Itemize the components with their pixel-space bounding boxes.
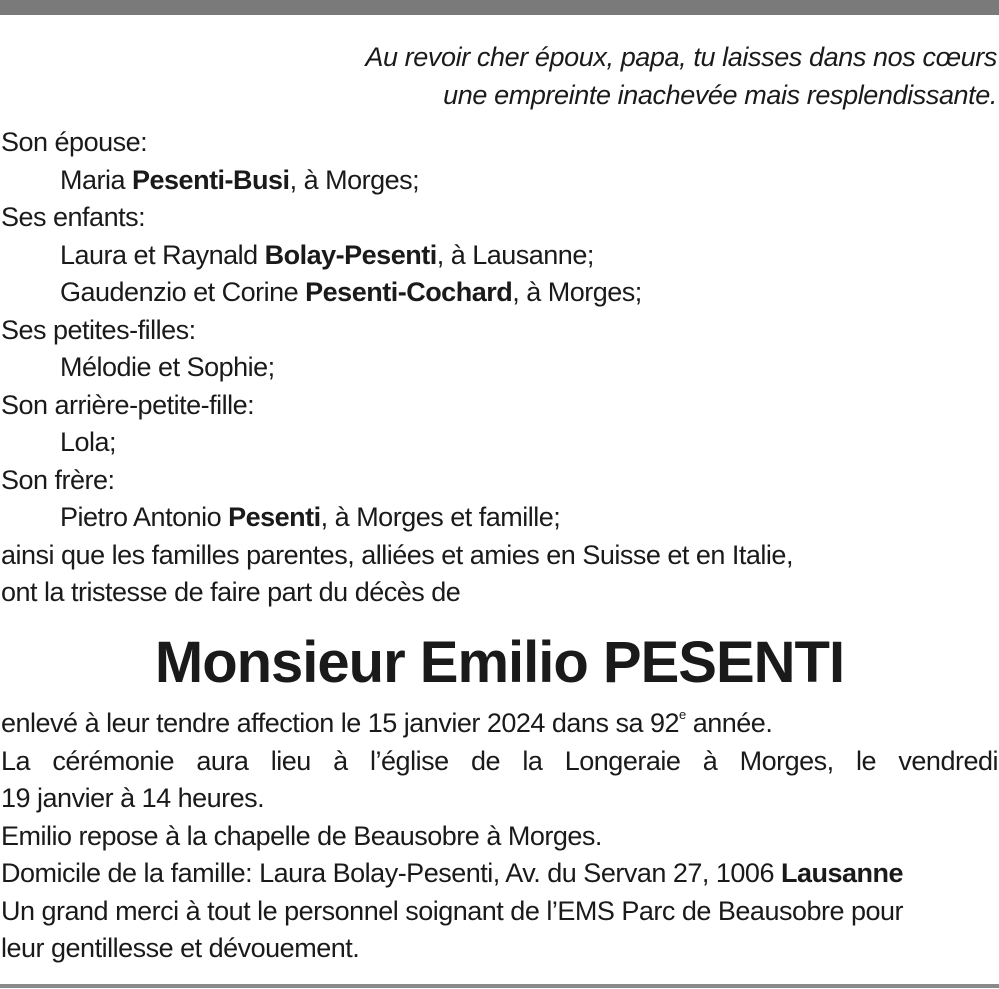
passing-year-word: année. (685, 708, 773, 738)
spouse-surname: Pesenti-Busi (132, 164, 290, 195)
domicile-city: Lausanne (780, 858, 904, 888)
child-place: , à Lausanne; (436, 239, 594, 270)
brother-first: Pietro Antonio (60, 502, 229, 532)
deceased-name: Monsieur Emilio PESENTI (154, 630, 845, 695)
passing-text: enlevé à leur tendre affection le 15 janvier 2024 dans sa 92 (1, 708, 679, 738)
brother-surname: Pesenti (228, 502, 321, 532)
brother-entry (1, 499, 998, 537)
details-block (1, 705, 998, 968)
epitaph-quote (365, 38, 997, 114)
child-entry (1, 274, 998, 312)
child-surname: Pesenti-Cochard (305, 277, 513, 307)
brother-place: , à Morges et famille; (320, 502, 561, 532)
quote-line-1: Au revoir cher époux, papa, tu laisses dans nos cœurs (365, 42, 997, 72)
child-surname: Bolay-Pesenti (264, 239, 437, 270)
child-entry (1, 237, 998, 275)
announcement-line: ont la tristesse de faire part du décès de (1, 577, 461, 607)
quote-line-2: une empreinte inachevée mais resplendissante. (443, 80, 997, 110)
spouse-heading: Son épouse: (1, 127, 148, 157)
granddaughters-heading: Ses petites-filles: (1, 314, 196, 345)
thanks-line-2: leur gentillesse et dévouement. (1, 933, 360, 963)
greatgranddaughter-heading: Son arrière-petite-fille: (1, 389, 255, 420)
family-list (1, 124, 998, 612)
children-heading: Ses enfants: (1, 202, 146, 232)
domicile-address: Domicile de la famille: Laura Bolay-Pesenti, Av. du Servan 27, 1006 (1, 858, 781, 888)
passing-line (1, 705, 998, 743)
child-first: Laura et Raynald (60, 239, 265, 270)
spouse-place: , à Morges; (289, 164, 420, 195)
spouse-entry (1, 162, 998, 200)
child-first: Gaudenzio et Corine (60, 277, 306, 307)
greatgranddaughter-entry: Lola; (60, 427, 117, 457)
domicile-line (1, 855, 998, 893)
ceremony-line-1: La cérémonie aura lieu à l’église de la Longeraie à Morges, le vendredi (1, 745, 998, 776)
granddaughters-entry: Mélodie et Sophie; (60, 352, 275, 382)
thanks-line-1: Un grand merci à tout le personnel soignant de l’EMS Parc de Beausobre pour (1, 895, 904, 926)
resting-line: Emilio repose à la chapelle de Beausobre à Morges. (1, 820, 602, 851)
brother-heading: Son frère: (1, 464, 115, 495)
child-place: , à Morges; (512, 277, 642, 307)
ceremony-line-2: 19 janvier à 14 heures. (1, 783, 265, 813)
ordinal-suffix: e (679, 707, 686, 722)
top-rule (0, 0, 999, 15)
spouse-first: Maria (60, 164, 133, 195)
relatives-line: ainsi que les familles parentes, alliées et amies en Suisse et en Italie, (1, 539, 793, 570)
bottom-rule (0, 984, 999, 988)
